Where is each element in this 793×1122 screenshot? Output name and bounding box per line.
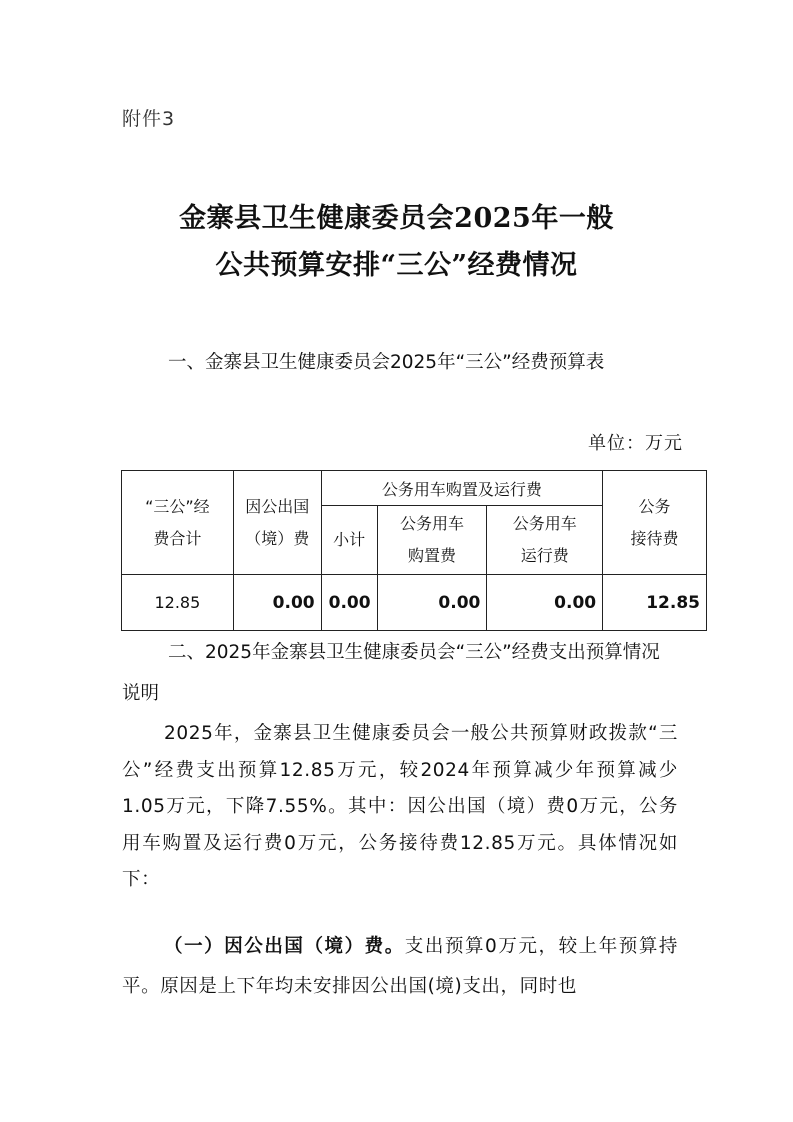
value-reception: 12.85 [603,575,707,631]
header-total-line-1: “三公”经 [145,496,210,516]
header-total [122,471,234,575]
value-total: 12.85 [122,575,234,631]
paragraph-abroad-heading: （一）因公出国（境）费。 [164,936,405,957]
header-purchase-line-2: 购置费 [407,546,456,565]
header-total-line-2: 费合计 [153,528,202,548]
header-operation-line-1: 公务用车 [512,514,577,533]
attachment-label: 附件3 [122,108,176,130]
value-subtotal: 0.00 [321,575,377,631]
header-operation-line-2: 运行费 [520,546,569,565]
header-purchase [377,506,487,575]
budget-table [121,470,707,631]
header-vehicle-group: 公务用车购置及运行费 [321,471,603,506]
header-subtotal: 小计 [321,506,377,575]
header-abroad-line-2: （境）费 [245,528,310,548]
paragraph-summary: 2025年，金寨县卫生健康委员会一般公共预算财政拨款“三公”经费支出预算12.85万元，较2024年预算减少年预算减少1.05万元，下降7.55%。其中：因公出国（境）费0万元，公务用车购置及运行费0万元，公务接待费12.85万元。具体情况如下： [122,723,678,890]
header-abroad-line-1: 因公出国 [245,496,310,516]
header-purchase-line-1: 公务用车 [399,514,464,533]
header-abroad [233,471,321,575]
header-reception-line-1: 公务 [638,496,671,516]
paragraph-abroad-text: 支出预算0万元，较上年预算持平。原因是上下年均未安排因公出国(境)支出，同时也 [122,936,678,997]
section-2-heading: 二、2025年金寨县卫生健康委员会“三公”经费支出预算情况说明 [122,642,660,704]
header-reception [603,471,707,575]
table-row [122,575,707,631]
document-title-line-2: 公共预算安排“三公”经费情况 [215,250,578,281]
unit-label: 单位：万元 [588,433,683,454]
document-title-line-1: 金寨县卫生健康委员会2025年一般 [179,203,614,234]
header-reception-line-2: 接待费 [630,528,679,548]
value-abroad: 0.00 [233,575,321,631]
section-1-heading: 一、金寨县卫生健康委员会2025年“三公”经费预算表 [168,352,605,373]
paragraph-abroad-expense [122,927,678,1007]
header-operation [487,506,603,575]
value-operation: 0.00 [487,575,603,631]
value-purchase: 0.00 [377,575,487,631]
